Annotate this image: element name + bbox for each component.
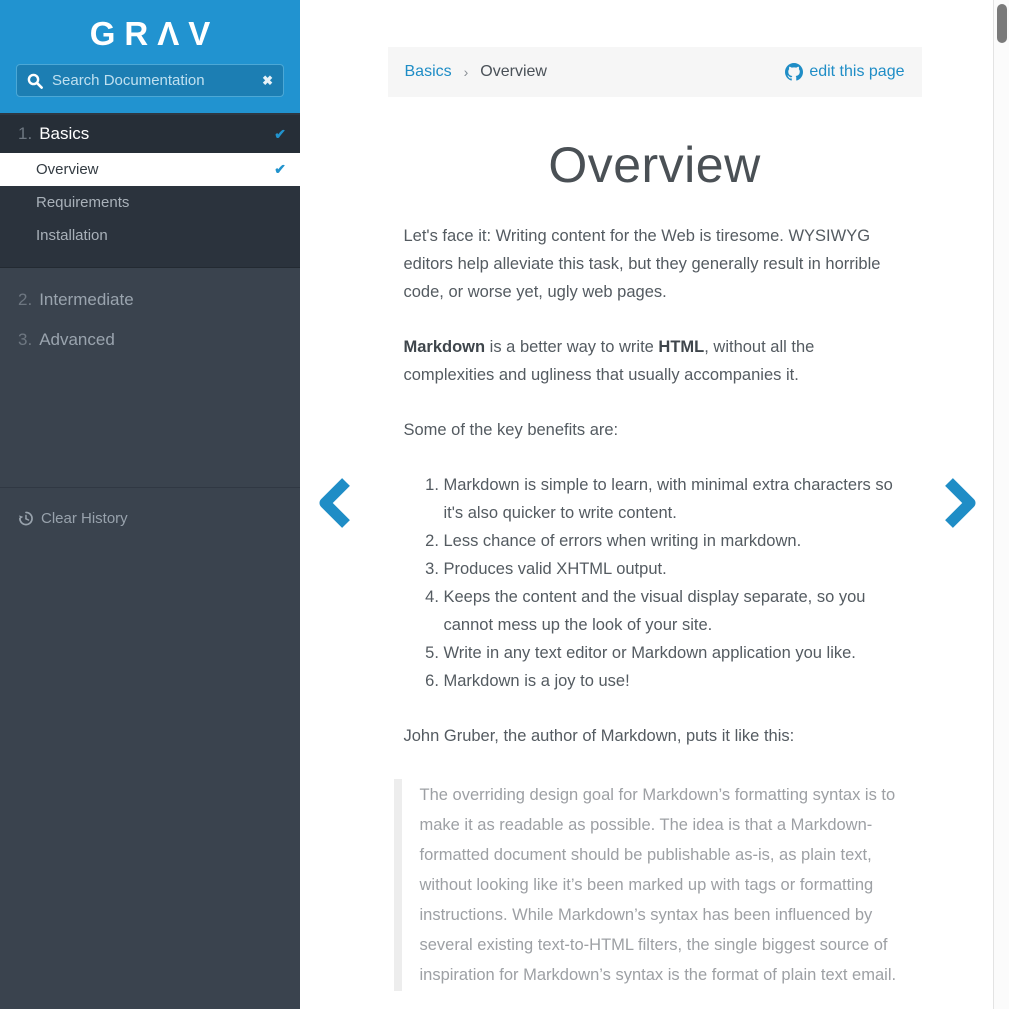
grav-logo[interactable]: GRΛV: [89, 15, 220, 52]
edit-this-page-link[interactable]: [785, 63, 904, 81]
search-input[interactable]: [52, 72, 262, 89]
check-icon: ✔: [274, 125, 286, 142]
chevron-right-icon: ›: [463, 64, 469, 80]
paragraph-gruber: John Gruber, the author of Markdown, puts it like this:: [403, 727, 795, 745]
sidebar: [0, 0, 300, 1009]
edit-this-page-label: edit this page: [809, 63, 905, 80]
chapter-label: Advanced: [39, 330, 115, 349]
check-icon: ✔: [274, 161, 286, 177]
history-icon: [18, 511, 33, 526]
chapter-label: Basics: [39, 124, 90, 143]
list-item: 1. Markdown is simple to learn, with minimal extra characters so it's also quicker to write content.: [444, 471, 906, 527]
benefits-list: [404, 471, 906, 695]
clear-history-button[interactable]: [18, 510, 128, 527]
previous-page-arrow[interactable]: [318, 477, 352, 529]
paragraph-markdown: Markdown is a better way to write HTML, without all the complexities and ugliness that usually accompanies it.: [403, 338, 815, 384]
search-box[interactable]: [16, 64, 284, 97]
chapter-basics: [0, 115, 300, 268]
sidebar-item-intermediate[interactable]: [0, 280, 300, 320]
main-content-area: [300, 0, 1009, 1009]
sidebar-item-installation[interactable]: [0, 219, 300, 252]
sidebar-item-advanced[interactable]: [0, 320, 300, 360]
page-title: Overview: [548, 137, 761, 193]
article: [388, 0, 922, 991]
clear-history-label: Clear History: [41, 510, 128, 527]
bold-html: HTML: [658, 338, 705, 356]
list-item: 5. Write in any text editor or Markdown application you like.: [444, 639, 906, 667]
chapter-number: 2.: [18, 290, 33, 309]
closed-chapters: [0, 268, 300, 370]
list-item: 6. Markdown is a joy to use!: [444, 667, 906, 695]
sidebar-header: [0, 0, 300, 113]
github-icon: [785, 63, 803, 81]
chapter-number: 1.: [18, 124, 33, 143]
sidebar-footer: [0, 487, 300, 531]
breadcrumb-basics-link[interactable]: Basics: [404, 63, 452, 80]
next-page-arrow[interactable]: [943, 477, 977, 529]
chapter-number: 3.: [18, 330, 33, 349]
breadcrumb-current: Overview: [480, 63, 547, 80]
nav-item-label: Installation: [36, 227, 108, 244]
sidebar-nav: [0, 113, 300, 1009]
nav-item-label: Requirements: [36, 194, 130, 211]
chapter-label: Intermediate: [39, 290, 134, 309]
search-clear-icon[interactable]: ✖: [262, 72, 273, 88]
sidebar-item-basics[interactable]: [0, 115, 300, 153]
list-item: 4. Keeps the content and the visual display separate, so you cannot mess up the look of your site.: [444, 583, 906, 639]
nav-item-label: Overview: [36, 161, 99, 178]
paragraph-intro: Let's face it: Writing content for the Web is tiresome. WYSIWYG editors help alleviate this task, but they generally result in horrible code, or worse yet, ugly web pages.: [403, 227, 881, 301]
breadcrumb: [388, 47, 922, 97]
bold-markdown: Markdown: [403, 338, 486, 356]
scrollbar-thumb[interactable]: [997, 4, 1007, 43]
list-item: 3. Produces valid XHTML output.: [444, 555, 906, 583]
paragraph-benefits-lead: Some of the key benefits are:: [403, 421, 619, 439]
search-icon: [27, 73, 43, 89]
scrollbar-track[interactable]: [993, 0, 1009, 1009]
list-item: 2. Less chance of errors when writing in markdown.: [444, 527, 906, 555]
sidebar-item-overview[interactable]: [0, 153, 300, 186]
sidebar-item-requirements[interactable]: [0, 186, 300, 219]
markdown-quote: The overriding design goal for Markdown’s formatting syntax is to make it as readable as possible. The idea is that a Markdown-formatted document should be publishable as-is, as plain text, without looking like it’s been marked up with tags or formatting instructions. While Markdown’s syntax has been influenced by several existing text-to-HTML filters, the single biggest source of inspiration for Markdown’s syntax is the format of plain text email.: [394, 779, 906, 991]
